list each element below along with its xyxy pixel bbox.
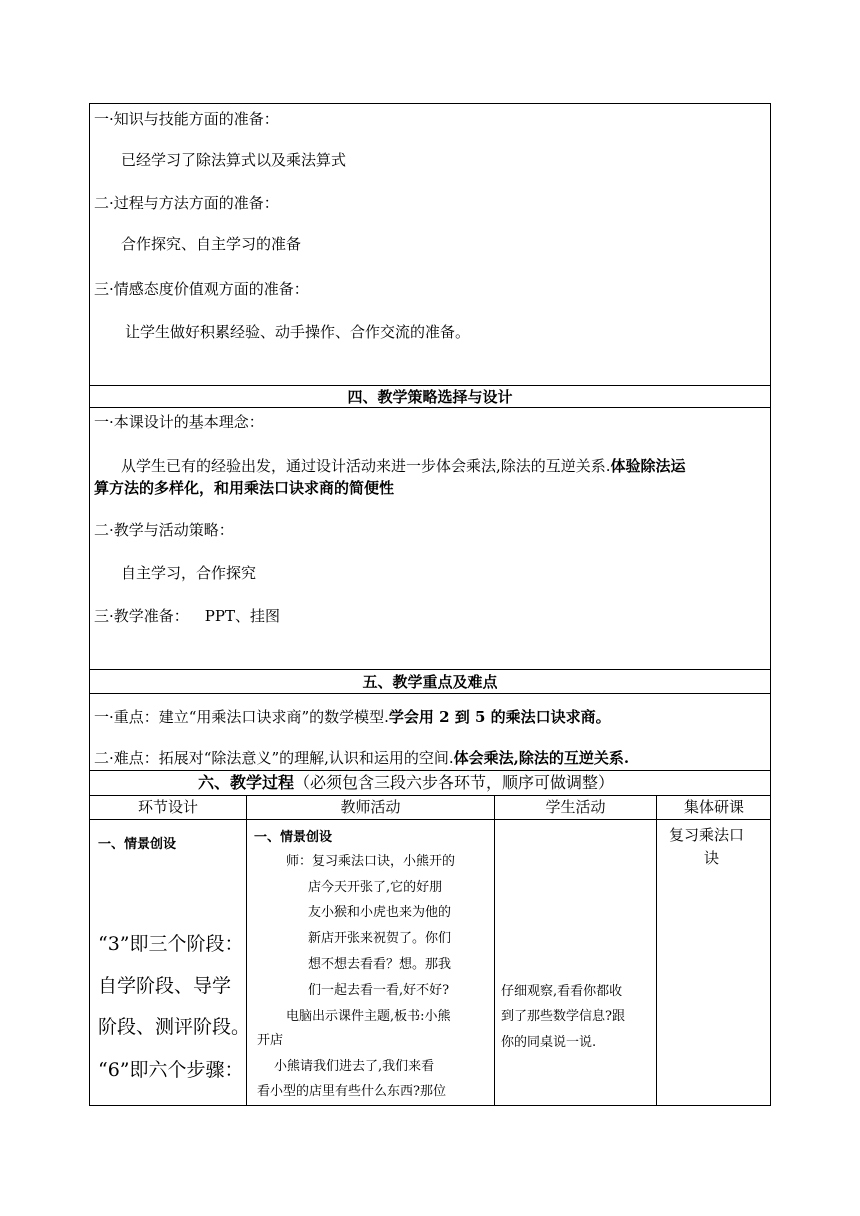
s5-diff-normal: 二·难点：拓展对“除法意义”的理解,认识和运用的空间. xyxy=(94,749,454,767)
s4-item3-text: PPT、挂图 xyxy=(204,607,280,625)
prep-item1-text: 已经学习了除法算式以及乘法算式 xyxy=(121,151,347,169)
teacher-line: 友小猴和小虎也来为他的 xyxy=(308,905,452,920)
s4-item1-normal: 从学生已有的经验出发，通过设计活动来进一步体会乘法,除法的互逆关系. xyxy=(121,457,611,475)
teacher-line: 想不想去看看？想。那我 xyxy=(308,957,452,972)
teacher-line: 们一起去看一看,好不好? xyxy=(308,983,450,998)
section4-heading: 四、教学策略选择与设计 xyxy=(347,388,513,406)
student-line: 到了那些数学信息?跟 xyxy=(501,1009,625,1024)
prep-item3-text: 让学生做好积累经验、动手操作、合作交流的准备。 xyxy=(125,323,471,341)
stage-line: 自学阶段、导学 xyxy=(98,975,232,997)
s4-item1-line1 xyxy=(121,457,686,475)
teacher-title: 一、情景创设 xyxy=(254,830,333,845)
student-line: 你的同桌说一说. xyxy=(501,1035,597,1050)
row-divider xyxy=(90,669,770,670)
section6-note: （必须包含三段六步各环节，顺序可做调整） xyxy=(294,773,615,792)
col-header-stage: 环节设计 xyxy=(137,798,198,816)
s4-item2-text: 自主学习，合作探究 xyxy=(121,564,257,582)
s5-key-point xyxy=(94,708,611,726)
teacher-line: 新店开张来祝贺了。你们 xyxy=(308,931,452,946)
row-divider xyxy=(90,385,770,386)
s5-key-normal: 一·重点：建立“用乘法口诀求商”的数学模型. xyxy=(94,708,389,726)
section5-heading: 五、教学重点及难点 xyxy=(362,673,498,691)
s4-item1-line2: 算方法的多样化，和用乘法口诀求商的简便性 xyxy=(94,479,395,497)
review-line: 复习乘法口 xyxy=(669,826,745,844)
row-divider xyxy=(90,795,770,796)
teacher-line: 师：复习乘法口诀，小熊开的 xyxy=(286,854,456,869)
stage-title: 一、情景创设 xyxy=(98,837,177,852)
column-divider xyxy=(494,795,495,1105)
row-divider xyxy=(90,770,770,771)
s5-key-bold: 学会用 2 到 5 的乘法口诀求商。 xyxy=(388,708,611,726)
row-divider xyxy=(90,693,770,694)
s5-difficult-point xyxy=(94,749,629,767)
section6-title: 六、教学过程 xyxy=(198,773,295,792)
s4-item1-bold-a: 体验除法运 xyxy=(610,457,686,475)
review-line: 诀 xyxy=(704,849,720,867)
column-divider xyxy=(246,795,247,1105)
col-header-review: 集体研课 xyxy=(683,798,744,816)
stage-line: “3”即三个阶段： xyxy=(98,933,244,955)
s4-item3 xyxy=(94,607,280,625)
stage-line: “6”即六个步骤： xyxy=(98,1059,244,1081)
s4-item3-title: 三·教学准备： xyxy=(94,607,189,625)
teacher-line: 店今天开张了,它的好朋 xyxy=(308,880,443,895)
student-line: 仔细观察,看看你都收 xyxy=(501,984,623,999)
prep-item3-title: 三·情感态度价值观方面的准备： xyxy=(94,280,309,298)
row-divider xyxy=(90,819,770,820)
stage-line: 阶段、测评阶段。 xyxy=(98,1016,251,1038)
teacher-line: 小熊请我们进去了,我们来看 xyxy=(274,1059,435,1074)
prep-item2-text: 合作探究、自主学习的准备 xyxy=(121,235,302,253)
section6-heading xyxy=(198,773,614,793)
s5-diff-bold: 体会乘法,除法的互逆关系. xyxy=(453,749,630,767)
column-divider xyxy=(656,795,657,1105)
teacher-line: 开店 xyxy=(257,1033,284,1048)
row-divider xyxy=(90,407,770,408)
lesson-plan-table xyxy=(89,103,771,1106)
teacher-line: 电脑出示课件主题,板书:小熊 xyxy=(286,1009,451,1024)
s4-item2-title: 二·教学与活动策略： xyxy=(94,521,234,539)
col-header-teacher: 教师活动 xyxy=(340,798,401,816)
s4-item1-title: 一·本课设计的基本理念： xyxy=(94,413,264,431)
prep-item2-title: 二·过程与方法方面的准备： xyxy=(94,194,279,212)
teacher-line: 看小型的店里有些什么东西?那位 xyxy=(257,1084,446,1099)
prep-item1-title: 一·知识与技能方面的准备： xyxy=(94,110,279,128)
col-header-student: 学生活动 xyxy=(545,798,606,816)
